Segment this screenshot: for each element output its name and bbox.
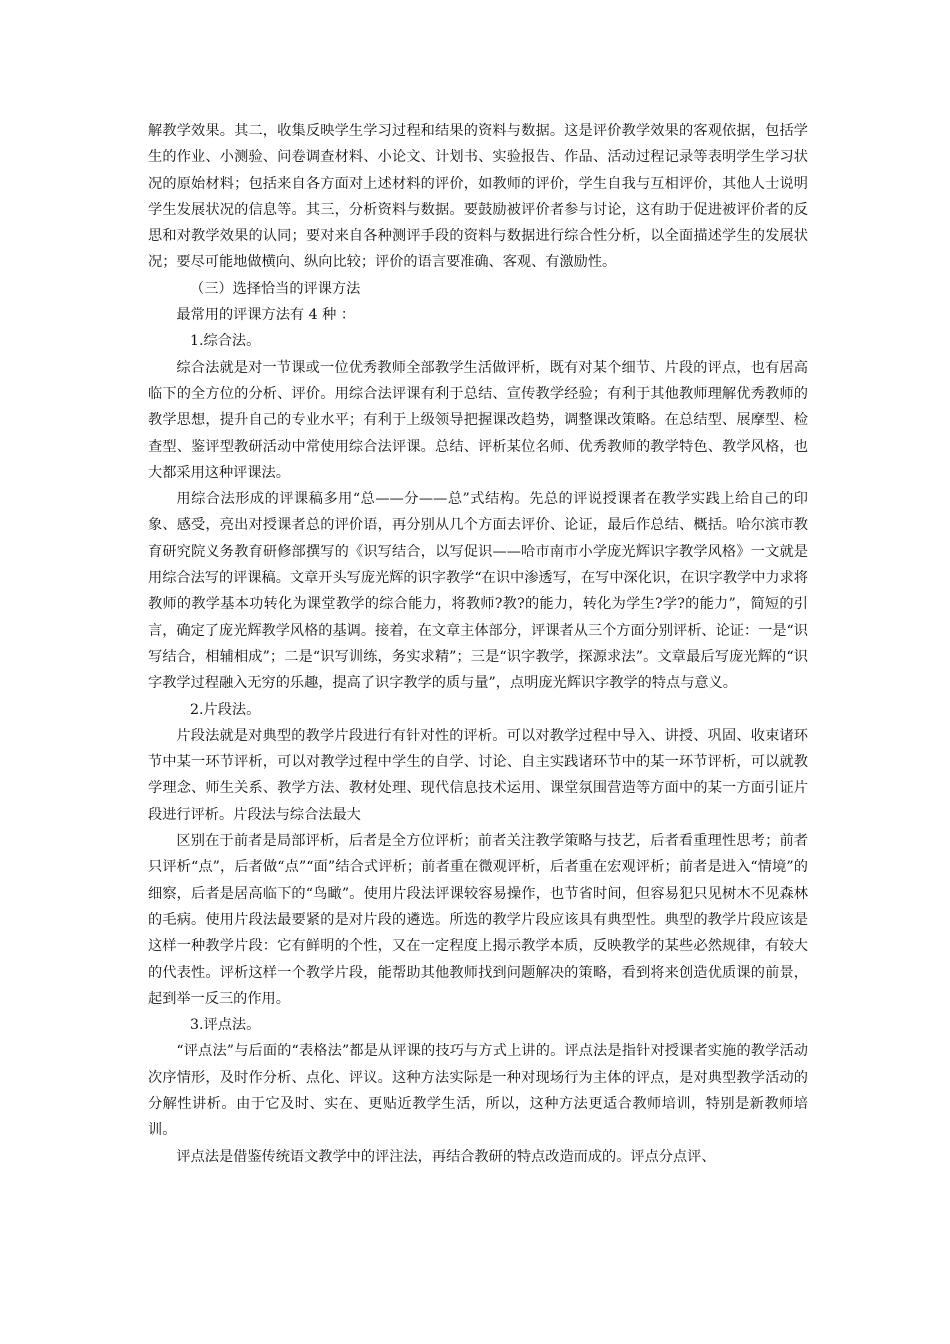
paragraph-method-1: 综合法就是对一节课或一位优秀教师全部教学生活做评析，既有对某个细节、片段的评点，也有居高临下的全方位的分析、评价。用综合法评课有利于总结、宣传教学经验；有利于其他教师理解优秀教师的教学思想，提升自己的专业水平；有利于上级领导把握课改趋势，调整课改策略。在总结型、展摩型、检查型、鉴评型教研活动中常使用综合法评课。总结、评析某位名师、优秀教师的教学特色、教学风格，也大都采用这种评课法。 <box>148 359 808 481</box>
paragraph-method-2-compare: 区别在于前者是局部评析，后者是全方位评析；前者关注教学策略与技艺，后者看重理性思考；前者只评析“点”，后者做“点”“面”结合式评析；前者重在微观评析，后者重在宏观评析；前者是进入“情境”的细察，后者是居高临下的“鸟瞰”。使用片段法评课较容易操作，也节省时间，但容易犯只见树木不见森林的毛病。使用片段法最要紧的是对片段的遴选。所选的教学片段应该具有典型性。典型的教学片段应该是这样一种教学片段：它有鲜明的个性，又在一定程度上揭示教学本质，反映教学的某些必然规律，有较大的代表性。评析这样一个教学片段，能帮助其他教师找到问题解决的策略，看到将来创造优质课的前景，起到举一反三的作用。 <box>148 833 808 1007</box>
paragraph-intro: 最常用的评课方法有 4 种 ： <box>176 307 356 324</box>
method-heading-1: 1.综合法。 <box>190 333 261 350</box>
paragraph-continuation: 解教学效果。其二，收集反映学生学习过程和结果的资料与数据。这是评价教学效果的客观依据，包括学生的作业、小测验、问卷调查材料、小论文、计划书、实验报告、作品、活动过程记录等表明学生学习状况的原始材料；包括来自各方面对上述材料的评价，如教师的评价，学生自我与互相评价，其他人士说明学生发展状况的信息等。其三，分析资料与数据。要鼓励被评价者参与讨论，这有助于促进被评价者的反思和对教学效果的认同；要对来自各种测评手段的资料与数据进行综合性分析，以全面描述学生的发展状况；要尽可能地做横向、纵向比较；评价的语言要准确、客观、有激励性。 <box>148 123 808 271</box>
method-heading-2: 2.片段法。 <box>190 701 261 718</box>
document-page <box>148 118 808 1170</box>
section-heading: （三）选择恰当的评课方法 <box>190 280 361 297</box>
paragraph-method-3-detail: 评点法是借鉴传统语文教学中的评注法，再结合教研的特点改造而成的。评点分点评、 <box>176 1148 716 1165</box>
paragraph-method-3: “评点法”与后面的“表格法”都是从评课的技巧与方式上讲的。评点法是指针对授课者实施的教学活动次序情形，及时作分析、点化、评议。这种方法实际是一种对现场行为主体的评点，是对典型教学活动的分解性讲析。由于它及时、实在、更贴近教学生活，所以，这种方法更适合教师培训，特别是新教师培训。 <box>148 1043 808 1139</box>
paragraph-method-1-example: 用综合法形成的评课稿多用“总——分——总”式结构。先总的评说授课者在教学实践上给自己的印象、感受，亮出对授课者总的评价语，再分别从几个方面去评价、论证，最后作总结、概括。哈尔滨市教育研究院义务教育研修部撰写的《识写结合，以写促识——哈市南市小学庞光辉识字教学风格》一文就是用综合法写的评课稿。文章开头写庞光辉的识字教学“在识中渗透写，在写中深化识，在识字教学中力求将教师的教学基本功转化为课堂教学的综合能力，将教师?教?的能力，转化为学生?学?的能力”，简短的引言，确定了庞光辉教学风格的基调。接着，在文章主体部分，评课者从三个方面分别评析、论证：一是“识写结合，相辅相成”；二是“识写训练，务实求精”；三是“识字教学，探源求法”。文章最后写庞光辉的“识字教学过程融入无穷的乐趣，提高了识字教学的质与量”，点明庞光辉识字教学的特点与意义。 <box>148 491 808 692</box>
paragraph-method-2: 片段法就是对典型的教学片段进行有针对性的评析。可以对教学过程中导入、讲授、巩固、收束诸环节中某一环节评析，可以对教学过程中学生的自学、讨论、自主实践诸环节中的某一环节评析，可以就教学理念、师生关系、教学方法、教材处理、现代信息技术运用、课堂氛围营造等方面中的某一方面引证片段进行评析。片段法与综合法最大 <box>148 727 808 823</box>
method-heading-3: 3.评点法。 <box>190 1017 261 1034</box>
